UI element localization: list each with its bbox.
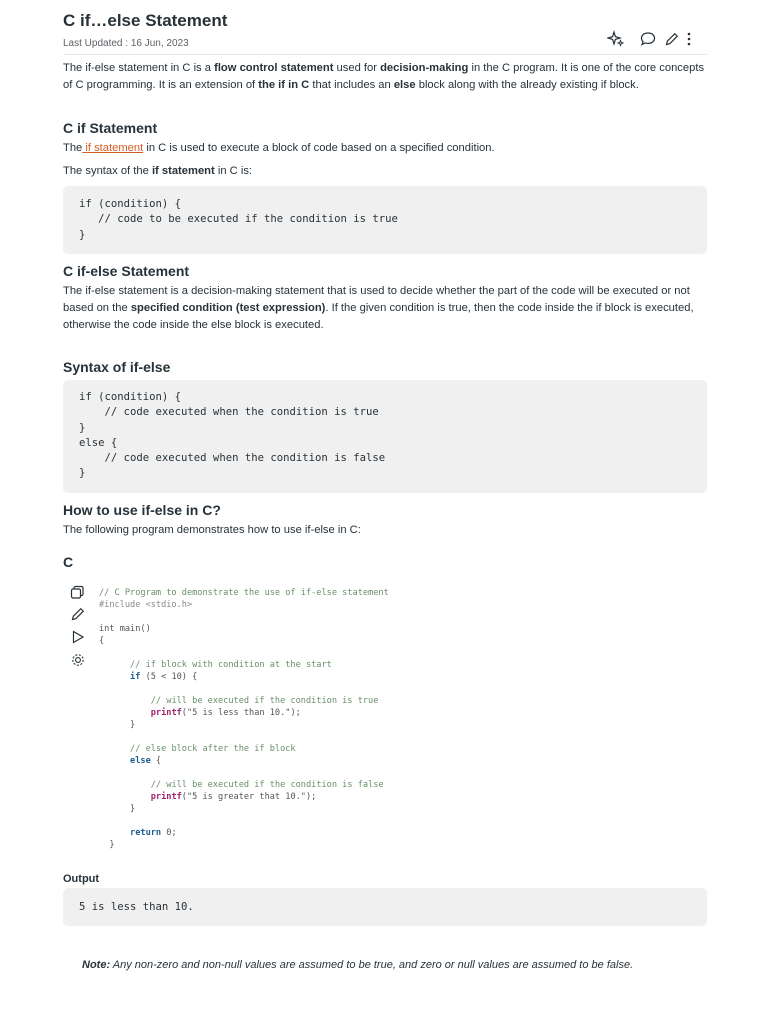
sparkle-icon[interactable] [607, 30, 625, 48]
if-syntax-intro: The syntax of the if statement in C is: [63, 165, 253, 177]
article-toolbar [607, 30, 707, 48]
note [82, 958, 702, 972]
if-else-description: The if-else statement is a decision-making statement that is used to decide whether the part of the code will be executed or not based on the specified condition (test expression). If the given condition is true, then the code inside the if block is executed, otherwise the code inside the else block is executed. [63, 285, 694, 331]
intro-paragraph: The if-else statement in C is a flow control statement used for decision-making in the C program. It is one of the core concepts of C programming. It is an extension of the if in C that includes an else block along with the already existing if block. [63, 62, 705, 91]
output-text: 5 is less than 10. [79, 901, 194, 913]
more-icon[interactable] [683, 30, 695, 48]
if-else-syntax-code-block [63, 380, 707, 493]
page-title: C if…else Statement [63, 11, 228, 30]
output-label: Output [63, 873, 100, 885]
settings-icon[interactable] [69, 651, 87, 669]
edit-icon[interactable] [663, 30, 681, 48]
note-text: Any non-zero and non-null values are assumed to be true, and zero or null values are assumed to be false. [110, 959, 634, 971]
heading-how-to-use: How to use if-else in C? [63, 502, 221, 518]
how-to-description: The following program demonstrates how to use if-else in C: [63, 524, 361, 536]
comment-icon[interactable] [639, 30, 657, 48]
heading-syntax-if-else: Syntax of if-else [63, 359, 171, 375]
last-updated: Last Updated : 16 Jun, 2023 [63, 38, 189, 49]
note-label: Note: [82, 959, 111, 971]
heading-if-statement: C if Statement [63, 120, 158, 136]
if-description: The if statement in C is used to execute a block of code based on a specified condition. [63, 142, 495, 154]
title-divider [63, 54, 707, 55]
copy-icon[interactable] [69, 584, 87, 602]
if-statement-link[interactable]: if statement [82, 142, 144, 154]
example-code: // C Program to demonstrate the use of if-else statement #include <stdio.h> int main() { // if block with condition at the start if (5 < 10) { // will be executed if the condition is true printf("5 is less than 10."); } // else block after the if block else { // will be executed if the condition is false printf("5 is greater that 10."); } return 0; } [99, 588, 389, 850]
heading-if-else-statement: C if-else Statement [63, 263, 190, 279]
output-block [63, 888, 707, 926]
if-else-syntax-code: if (condition) { // code executed when the condition is true } else { // code executed when the condition is false } [79, 391, 386, 480]
language-tab[interactable]: C [63, 554, 74, 570]
run-icon[interactable] [69, 628, 87, 646]
if-syntax-code: if (condition) { // code to be executed if the condition is true } [79, 198, 398, 241]
edit-icon[interactable] [69, 605, 87, 623]
if-syntax-code-block [63, 186, 707, 254]
